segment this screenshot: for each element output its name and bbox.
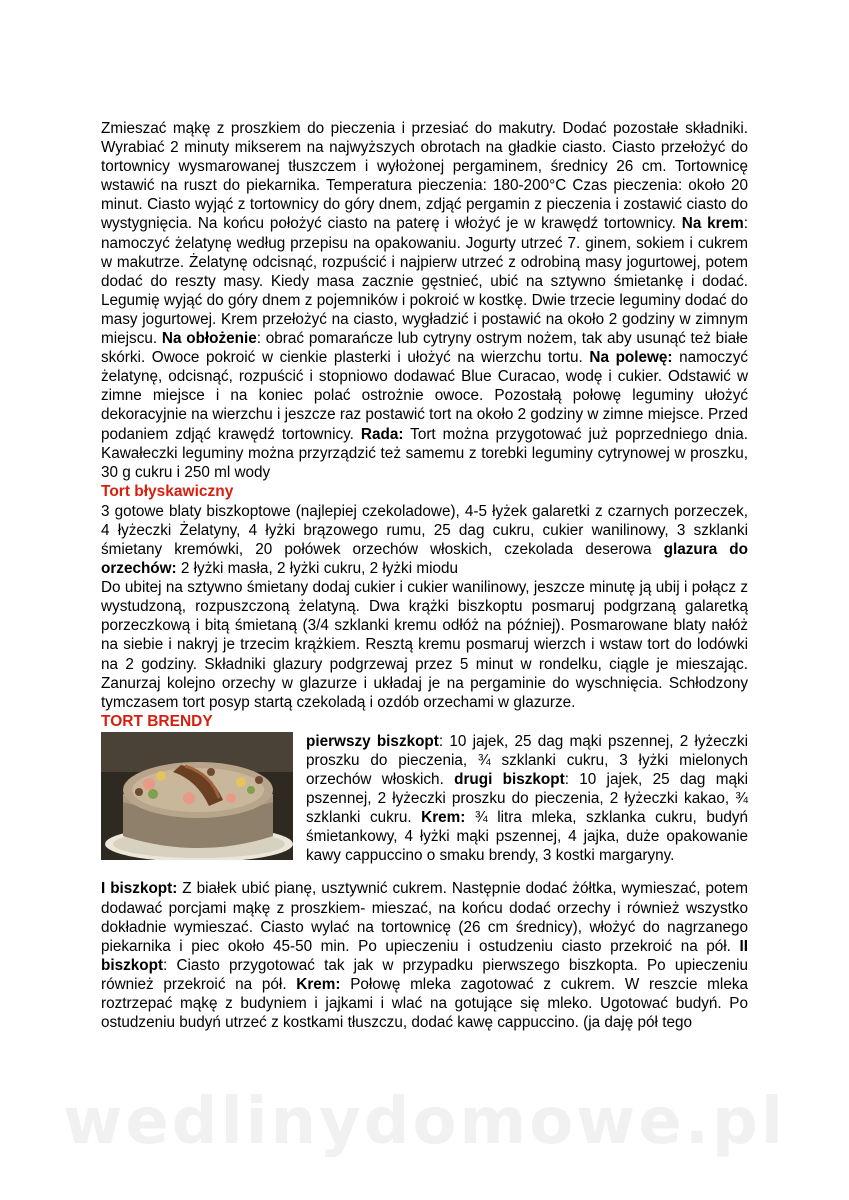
brendy-ingredients-block (101, 732, 748, 866)
ingredients-paragraph (101, 502, 748, 578)
bold-label: Na obłożenie (161, 330, 257, 348)
bold-label: I biszkopt: (101, 880, 178, 898)
cake-photo (101, 732, 293, 860)
bold-label: Rada: (360, 425, 404, 443)
text-run: : namoczyć żelatynę według przepisu na opakowaniu. Jogurty utrzeć 7. ginem, sokiem i cukrem w makutrze. Żelatynę odcisnąć, rozpuścić i najpierw utrzeć z odrobiną masy jogurtowej, potem dodać do reszty masy. Kiedy masa zacznie gęstnieć, ubić na sztywno śmietankę i dodać. Legumię wyjąć do góry dnem z pojemników i pokroić w kostkę. Dwie trzecie leguminy dodać do masy jogurtowej. Krem przełożyć na ciasto, wygładzić i postawić na około 2 godziny w zimnym miejscu. (101, 215, 748, 348)
bold-label: Krem: (421, 809, 466, 827)
bold-label: pierwszy biszkopt (306, 732, 439, 750)
text-run: : 10 jajek, 25 dag mąki pszennej, 2 łyżeczki proszku do pieczenia, 2 łyżeczki kakao, ¾ szklanki cukru. (306, 771, 748, 827)
text-run: Połowę mleka zagotować z cukrem. W reszcie mleka roztrzepać mąkę z budyniem i jajkami i wlać na gotujące się mleko. Ugotować budyń. Po ostudzeniu budyń utrzeć z kostkami tłuszczu, dodać kawę cappuccino. (ja daję pół tego (101, 975, 748, 1032)
bold-label: Na polewę: (589, 349, 673, 367)
text-run: 3 gotowe blaty biszkoptowe (najlepiej czekoladowe), 4-5 łyżek galaretki z czarnych porzeczek, 4 łyżeczki Żelatyny, 4 łyżki brązowego rumu, 25 dag cukru, cukier wanilinowy, 3 szklanki śmietany kremówki, 20 połówek orzechów włoskich, czekolada deserowa (101, 502, 748, 558)
method-paragraph: Do ubitej na sztywno śmietany dodaj cukier i cukier wanilinowy, jeszcze minutę ją ubij i połącz z wystudzoną, rozpuszczoną żelatyną. Dwa krążki biszkoptu posmaruj podgrzaną galaretką porzeczkową i bitą śmietaną (3/4 szklanki kremu odłóż na później). Posmarowane blaty nałóż na siebie i nakryj je trzecim krążkiem. Resztą kremu posmaruj wierzch i wstaw tort do lodówki na 2 godziny. Składniki glazury podgrzewaj przez 5 minut w rondelku, ciągle je mieszając. Zanurzaj kolejno orzechy w glazurze i układaj je na pergaminie do wyschnięcia. Schłodzony tymczasem tort posyp startą czekoladą i ozdób orzechami w glazurze. (101, 579, 748, 711)
bold-label: drugi biszkopt (454, 771, 565, 788)
text-run: Z białek ubić pianę, usztywnić cukrem. Następnie dodać żółtka, wymieszać, potem dodawać porcjami mąkę z proszkiem- mieszać, na końcu dodać orzechy i również wszystko dokładnie wymieszać. Ciasto wylać na tortownicę (26 cm średnicy), włożyć do nagrzanego piekarnika i piec około 45-50 min. Po upieczeniu i ostudzeniu ciasto przekroić na pół. (101, 880, 748, 955)
bold-label: Na krem (681, 215, 744, 233)
intro-paragraph (101, 119, 748, 482)
text-run: : 10 jajek, 25 dag mąki pszennej, 2 łyżeczki proszku do pieczenia, ¾ szklanki cukru, 3 łyżki mielonych orzechów włoskich. (306, 732, 748, 788)
bold-label: II biszkopt (101, 937, 748, 974)
watermark: wedlinydomowe.pl (63, 1085, 786, 1159)
bold-label: Krem: (296, 975, 341, 993)
document-page (101, 119, 748, 1032)
bold-label: glazura do orzechów: (101, 540, 748, 578)
text-run: Zmieszać mąkę z proszkiem do pieczenia i przesiać do makutry. Dodać pozostałe składniki. Wyrabiać 2 minuty mikserem na najwyższych obrotach na gładkie ciasto. Ciasto przełożyć do tortownicy wysmarowanej tłuszczem i wyłożonej pergaminem, średnicy 26 cm. Tortownicę wstawić na ruszt do piekarnika. Temperatura pieczenia: 180-200°C Czas pieczenia: około 20 minut. Ciasto wyjąć z tortownicy do góry dnem, zdjąć pergamin z pieczenia i zostawić ciasto do wystygnięcia. Na końcu położyć ciasto na paterę i włożyć je w krawędź tortownicy. (101, 120, 748, 233)
brendy-ingredients-paragraph (306, 732, 748, 866)
text-run: 2 łyżki masła, 2 łyżki cukru, 2 łyżki miodu (176, 560, 459, 578)
text-run: : obrać pomarańcze lub cytryny ostrym nożem, tak aby usunąć też białe skórki. Owoce pokroić w cienkie plasterki i ułożyć na wierzchu tortu. (101, 330, 749, 367)
text-run: Tort można przygotować już poprzedniego dnia. Kawałeczki leguminy można przyrządzić też samemu z torebki leguminy cytrynowej w proszku, 30 g cukru i 250 ml wody (101, 425, 748, 481)
text-run: ¾ litra mleka, szklanka cukru, budyń śmietankowy, 4 łyżki mąki pszennej, 4 jajka, duże opakowanie kawy cappuccino o smaku brendy, 3 kostki margaryny. (306, 809, 748, 865)
text-run: namoczyć żelatynę, odcisnąć, rozpuścić i stopniowo dodawać Blue Curacao, wodę i cukier. Odstawić w zimne miejsce i na koniec polać ostrożnie owoce. Pozostałą połowę leguminy ułożyć dekoracyjnie na wierzchu i jeszcze raz postawić tort na około 2 godziny w zimne miejsce. Przed podaniem zdjąć krawędź tortownicy. (101, 349, 749, 443)
section-title-tort-blyskawiczny: Tort błyskawiczny (101, 482, 234, 500)
text-run: : Ciasto przygotować tak jak w przypadku pierwszego biszkopta. Po upieczeniu również przekroić na pół. (101, 956, 748, 993)
section-title-tort-brendy: TORT BRENDY (101, 712, 213, 730)
brendy-method-paragraph (101, 879, 748, 1032)
